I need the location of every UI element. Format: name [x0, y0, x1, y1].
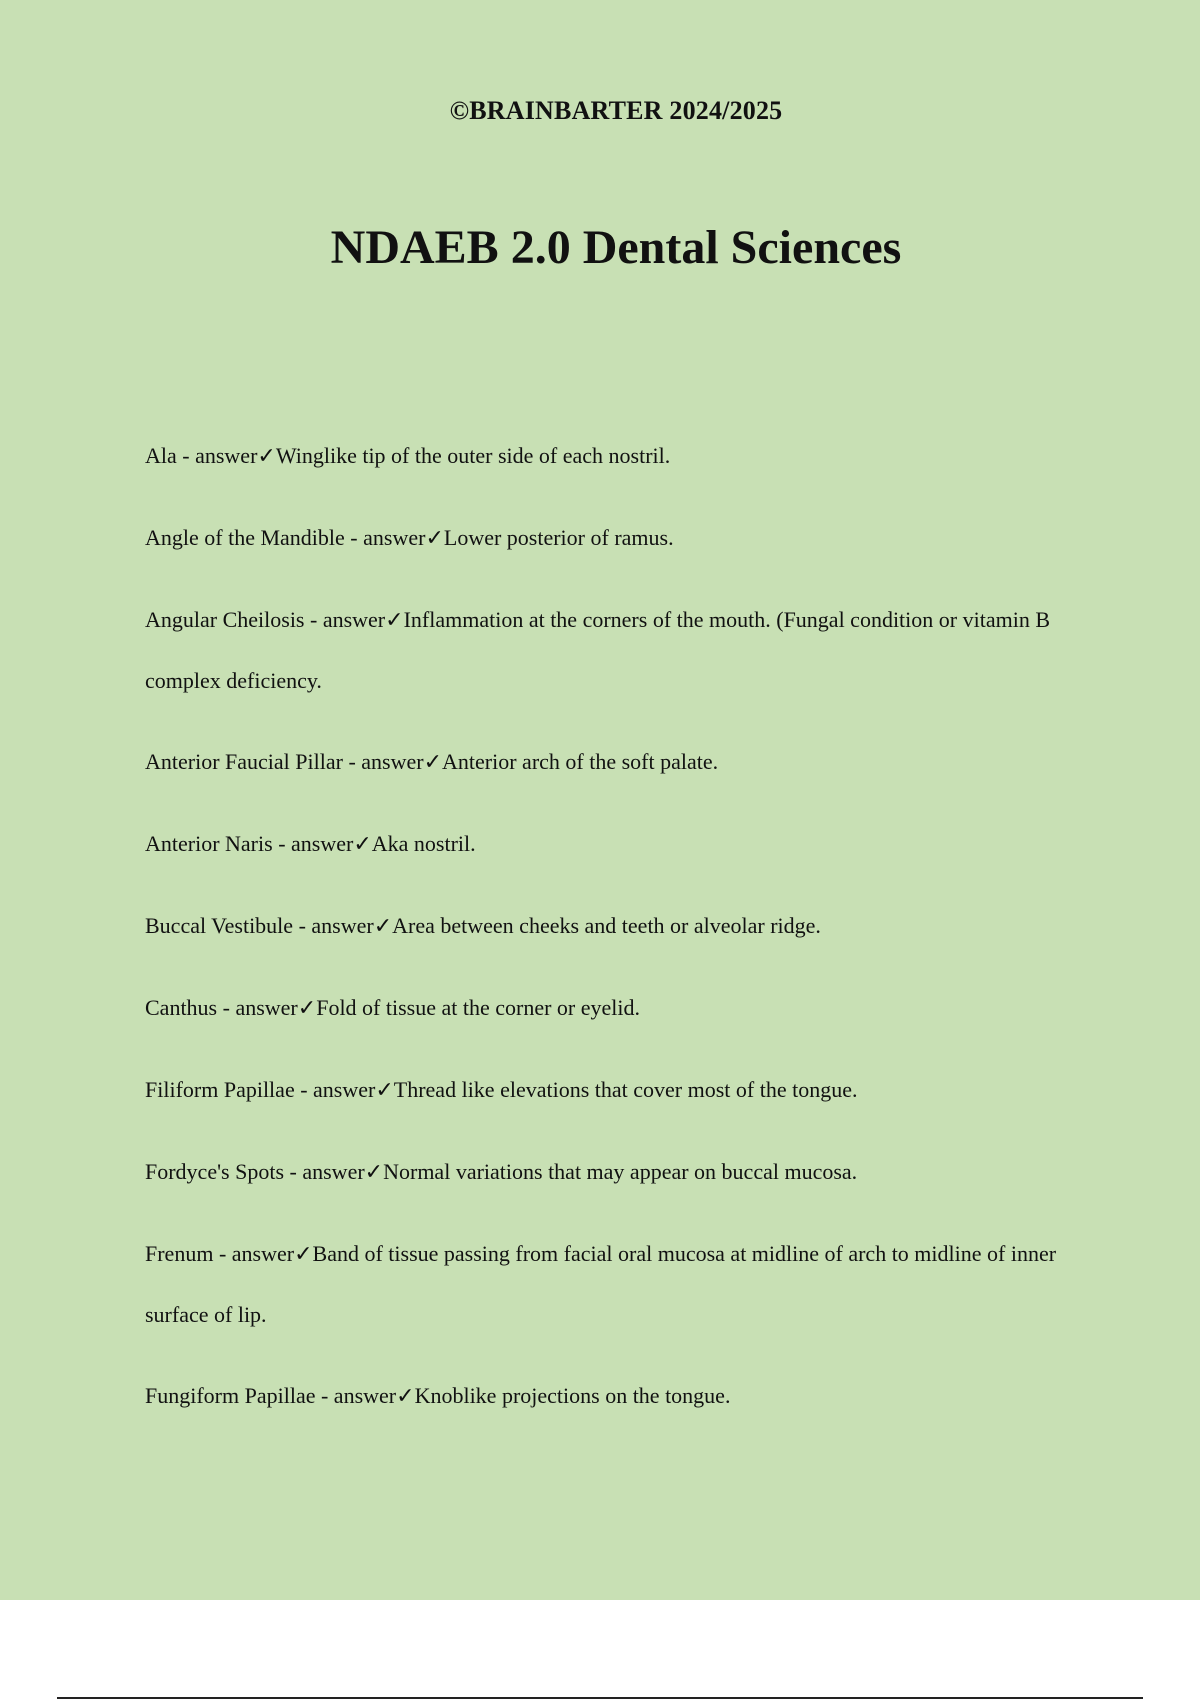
entry-separator: - answer: [284, 1159, 365, 1184]
checkmark-icon: ✓: [297, 996, 317, 1021]
entry-answer: Normal variations that may appear on buccal mucosa.: [383, 1159, 858, 1184]
entry-separator: - answer: [213, 1241, 295, 1266]
entry-answer: Winglike tip of the outer side of each nostril.: [275, 443, 671, 468]
entry-term: Filiform Papillae: [145, 1077, 295, 1102]
checkmark-icon: ✓: [294, 1242, 313, 1267]
flashcard-entry: [145, 590, 1075, 711]
entry-term: Ala: [145, 443, 177, 468]
flashcard-entry: [145, 508, 1075, 569]
checkmark-icon: ✓: [396, 1384, 415, 1409]
entry-separator: - answer: [272, 831, 354, 856]
entry-answer: Band of tissue passing from facial oral mucosa at midline of arch to midline of inner surface of lip.: [145, 1241, 1057, 1327]
checkmark-icon: ✓: [385, 608, 404, 633]
flashcard-entry: [145, 1060, 1075, 1121]
entry-answer: Fold of tissue at the corner or eyelid.: [316, 995, 641, 1020]
flashcard-entry: [145, 1142, 1075, 1203]
entry-answer: Area between cheeks and teeth or alveolar ridge.: [392, 913, 821, 938]
checkmark-icon: ✓: [423, 750, 443, 775]
entry-separator: - answer: [176, 443, 258, 468]
flashcard-entry: [145, 1366, 1075, 1427]
document-title: NDAEB 2.0 Dental Sciences: [330, 221, 902, 274]
entry-separator: - answer: [304, 607, 386, 632]
entry-separator: - answer: [217, 995, 298, 1020]
checkmark-icon: ✓: [425, 526, 444, 551]
copyright-header: ©BRAINBARTER 2024/2025: [449, 96, 783, 125]
entry-term: Anterior Faucial Pillar: [145, 749, 343, 774]
entry-answer: Aka nostril.: [371, 831, 476, 856]
entry-separator: - answer: [344, 525, 426, 550]
entry-term: Angular Cheilosis: [145, 607, 305, 632]
entry-separator: - answer: [294, 1077, 376, 1102]
flashcard-entry: [145, 732, 1075, 793]
entry-term: Canthus: [145, 995, 218, 1020]
entry-answer: Inflammation at the corners of the mouth. (Fungal condition or vitamin B complex deficiency.: [145, 607, 1050, 693]
entry-separator: - answer: [315, 1383, 397, 1408]
entry-term: Fungiform Papillae: [145, 1383, 316, 1408]
entry-answer: Lower posterior of ramus.: [443, 525, 674, 550]
flashcard-entry: [145, 978, 1075, 1039]
footer-divider: [57, 1697, 1143, 1699]
flashcard-list: [145, 426, 1075, 1448]
checkmark-icon: ✓: [257, 444, 276, 469]
checkmark-icon: ✓: [353, 832, 372, 857]
entry-term: Fordyce's Spots: [145, 1159, 285, 1184]
entry-answer: Knoblike projections on the tongue.: [414, 1383, 731, 1408]
flashcard-entry: [145, 1224, 1075, 1345]
entry-separator: - answer: [293, 913, 374, 938]
flashcard-entry: [145, 426, 1075, 487]
checkmark-icon: ✓: [373, 914, 393, 939]
entry-term: Angle of the Mandible: [145, 525, 345, 550]
checkmark-icon: ✓: [375, 1078, 394, 1103]
entry-separator: - answer: [342, 749, 424, 774]
entry-answer: Thread like elevations that cover most of the tongue.: [393, 1077, 858, 1102]
entry-term: Buccal Vestibule: [145, 913, 294, 938]
entry-term: Frenum: [145, 1241, 214, 1266]
flashcard-entry: [145, 896, 1075, 957]
entry-answer: Anterior arch of the soft palate.: [442, 749, 719, 774]
entry-term: Anterior Naris: [145, 831, 273, 856]
checkmark-icon: ✓: [364, 1160, 384, 1185]
flashcard-entry: [145, 814, 1075, 875]
